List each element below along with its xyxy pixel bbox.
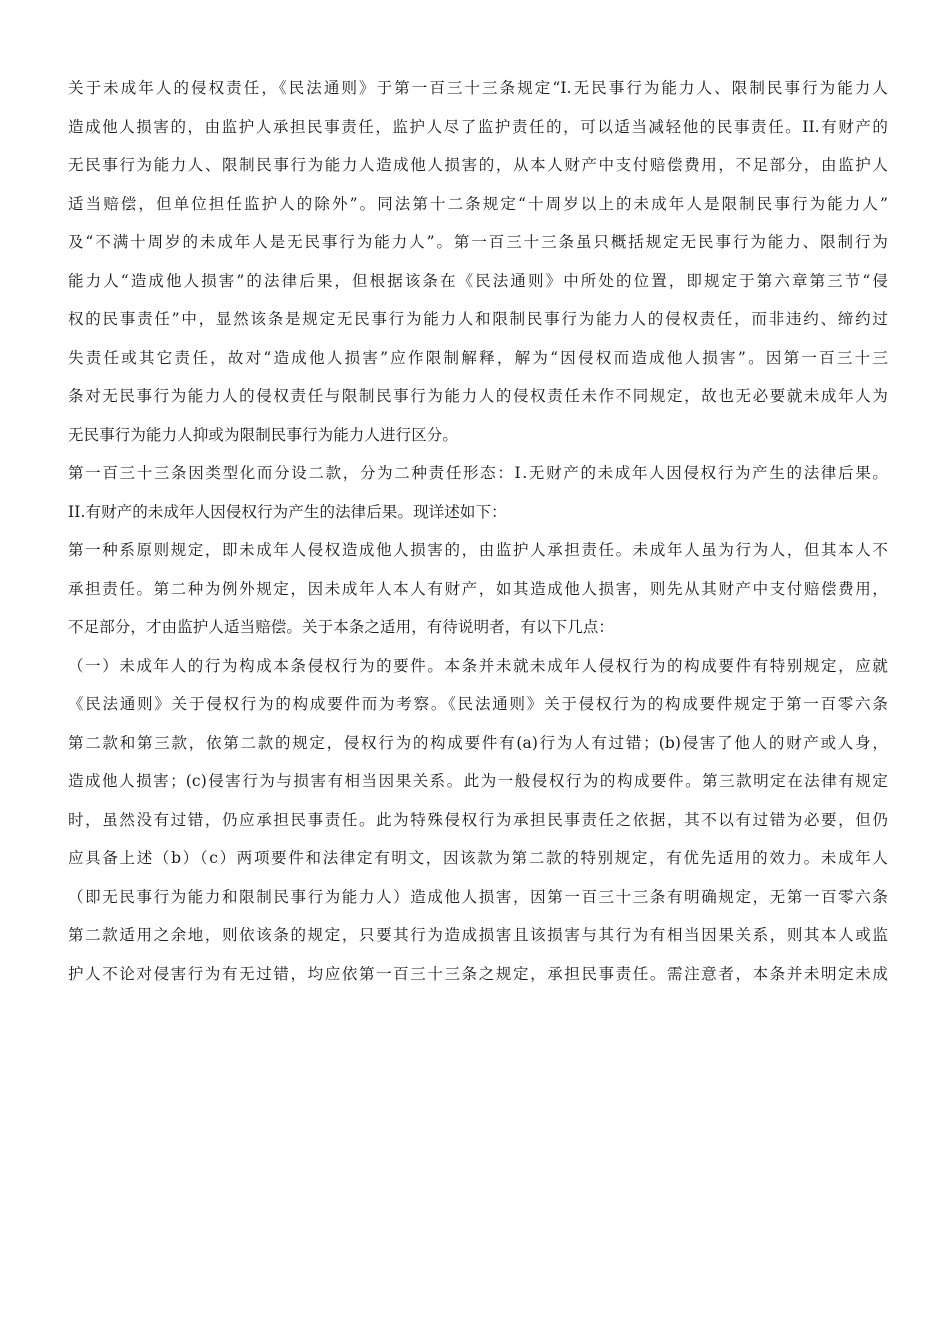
text-line: 造成他人损害的，由监护人承担民事责任，监护人尽了监护责任的，可以适当减轻他的民事责任。II.有财产的 [68, 117, 888, 136]
text-line: 时，虽然没有过错，仍应承担民事责任。此为特殊侵权行为承担民事责任之依据，其不以有过错为必要，但仍 [68, 810, 888, 829]
text-line: 无民事行为能力人抑或为限制民事行为能力人进行区分。 [68, 425, 459, 444]
text-line: （一）未成年人的行为构成本条侵权行为的要件。本条并未就未成年人侵权行为的构成要件有特别规定，应就 [68, 656, 888, 675]
text-line: 不足部分，才由监护人适当赔偿。关于本条之适用，有待说明者，有以下几点： [68, 618, 615, 636]
text-line: 关于未成年人的侵权责任，《民法通则》于第一百三十三条规定“I.无民事行为能力人、限制民事行为能力人 [68, 79, 888, 97]
text-line: 条对无民事行为能力人的侵权责任与限制民事行为能力人的侵权责任未作不同规定，故也无必要就未成年人为 [68, 387, 888, 405]
text-line: 第二款和第三款，依第二款的规定，侵权行为的构成要件有(a)行为人有过错；(b)侵害了他人的财产或人身， [68, 733, 888, 752]
paragraph-point-one-elements [68, 654, 888, 1001]
document-page [68, 76, 888, 1000]
text-line: 权的民事责任”中，显然该条是规定无民事行为能力人和限制民事行为能力人的侵权责任，而非违约、缔约过 [68, 310, 888, 328]
text-line: 造成他人损害；(c)侵害行为与损害有相当因果关系。此为一般侵权行为的构成要件。第三款明定在法律有规定 [68, 772, 888, 790]
text-line: 承担责任。第二种为例外规定，因未成年人本人有财产，如其造成他人损害，则先从其财产中支付赔偿费用， [68, 579, 888, 598]
text-line: 及“不满十周岁的未成年人是无民事行为能力人”。第一百三十三条虽只概括规定无民事行为能力、限制行为 [68, 233, 888, 251]
text-line: 失责任或其它责任，故对“造成他人损害”应作限制解释，解为“因侵权而造成他人损害”。因第一百三十三 [68, 348, 888, 367]
paragraph-minor-liability-intro [68, 76, 888, 461]
text-line: 《民法通则》关于侵权行为的构成要件而为考察。《民法通则》关于侵权行为的构成要件规定于第一百零六条 [68, 695, 888, 713]
text-line: 第一种系原则规定，即未成年人侵权造成他人损害的，由监护人承担责任。未成年人虽为行为人，但其本人不 [68, 541, 888, 559]
text-line: 第一百三十三条因类型化而分设二款，分为二种责任形态：Ⅰ.无财产的未成年人因侵权行为产生的法律后果。 [68, 464, 888, 482]
text-line: 能力人“造成他人损害”的法律后果，但根据该条在《民法通则》中所处的位置，即规定于第六章第三节“侵 [68, 271, 888, 290]
paragraph-principle-and-exception [68, 538, 888, 654]
text-line: 护人不论对侵害行为有无过错，均应依第一百三十三条之规定，承担民事责任。需注意者，本条并未明定未成 [68, 964, 888, 983]
text-line: 无民事行为能力人、限制民事行为能力人造成他人损害的，从本人财产中支付赔偿费用，不足部分，由监护人 [68, 156, 888, 174]
text-line: 第二款适用之余地，则依该条的规定，只要其行为造成损害且该损害与其行为有相当因果关系，则其本人或监 [68, 926, 888, 944]
text-line: （即无民事行为能力和限制民事行为能力人）造成他人损害，因第一百三十三条有明确规定，无第一百零六条 [68, 887, 888, 906]
text-line: 适当赔偿，但单位担任监护人的除外”。同法第十二条规定“十周岁以上的未成年人是限制民事行为能力人” [68, 194, 888, 213]
text-line: II.有财产的未成年人因侵权行为产生的法律后果。现详述如下： [68, 502, 507, 521]
text-line: 应具备上述（b）（c）两项要件和法律定有明文，因该款为第二款的特别规定，有优先适用的效力。未成年人 [68, 849, 888, 867]
paragraph-two-forms [68, 461, 888, 538]
